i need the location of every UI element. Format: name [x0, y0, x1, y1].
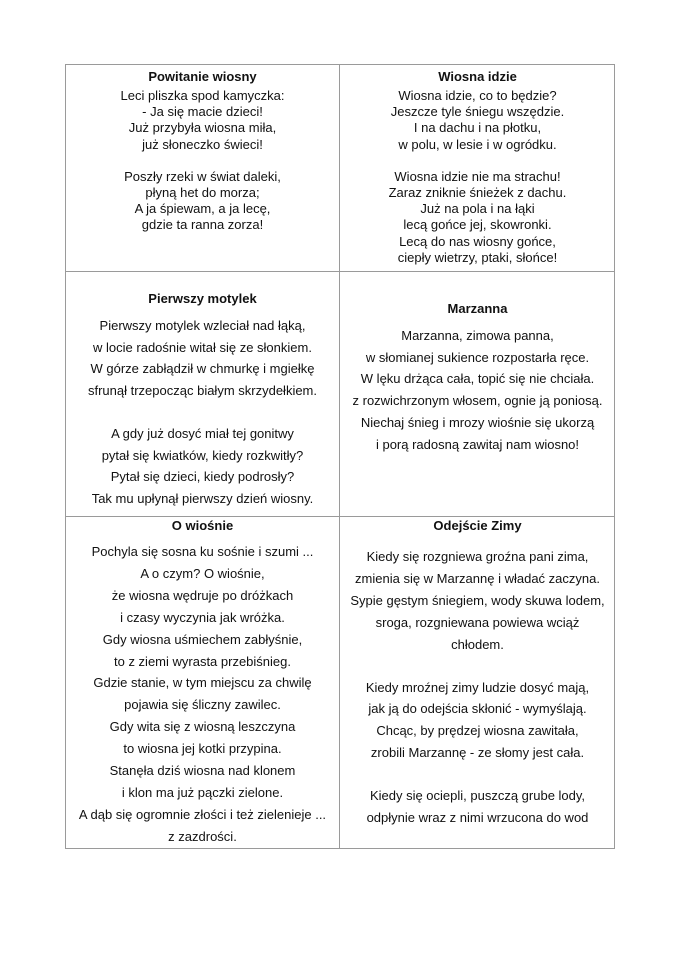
poem-line: Poszły rzeki w świat daleki, — [124, 168, 281, 184]
poem-card — [340, 272, 615, 517]
poem-line: Leci pliszka spod kamyczka: — [120, 88, 285, 103]
poem-card — [340, 65, 615, 272]
poem-line: A gdy już dosyć miał tej gonitwy — [111, 425, 294, 441]
poem-title: Odejście Zimy — [433, 518, 522, 533]
poem-line: - Ja się macie dzieci! — [142, 104, 263, 120]
poem-line: Gdzie stanie, w tym miejscu za chwilę — [93, 675, 312, 691]
poem-line: Niechaj śnieg i mrozy wiośnie się ukorzą — [360, 414, 595, 430]
poem-card — [66, 517, 340, 848]
poem-title: Pierwszy motylek — [148, 291, 257, 306]
poem-stanza — [340, 785, 615, 829]
poem-line: Gdy wita się z wiosną leszczyna — [109, 719, 296, 735]
poem-line: chłodem. — [451, 636, 504, 652]
poem-line: Marzanna, zimowa panna, — [401, 328, 554, 343]
poem-line: z zazdrości. — [168, 828, 237, 844]
poem-line: odpłynie wraz z nimi wrzucona do wod — [366, 810, 589, 826]
poem-line: zmienia się w Marzannę i władać zaczyna. — [355, 570, 600, 586]
poem-line: W górze zabłądził w chmurkę i mgiełkę — [90, 361, 315, 377]
poem-line: Już przybyła wiosna miła, — [128, 120, 277, 136]
poem-line: zrobili Marzannę - ze słomy jest cała. — [370, 745, 585, 761]
poem-line: pytał się kwiatków, kiedy rozkwitły? — [101, 447, 304, 463]
poem-line: Kiedy się rozgniewa groźna pani zima, — [366, 549, 589, 564]
poem-line: jak ją do odejścia skłonić - wymyślają. — [368, 701, 587, 717]
poem-title: Wiosna idzie — [438, 69, 517, 84]
poem-line: płyną het do morza; — [145, 185, 260, 201]
poem-line: Stanęła dziś wiosna nad klonem — [109, 763, 296, 779]
poem-line: W lęku drżąca cała, topić się nie chciała. — [360, 371, 595, 387]
poem-line: i czasy wyczynia jak wróżka. — [120, 609, 285, 625]
poem-line: i porą radosną zawitaj nam wiosno! — [375, 436, 580, 452]
poem-line: już słoneczko świeci! — [142, 136, 263, 152]
poem-stanza — [340, 169, 615, 266]
poem-line: Chcąc, by prędzej wiosna zawitała, — [376, 723, 579, 739]
poem-line: z rozwichrzonym włosem, ognie ją poniosą. — [352, 393, 603, 409]
poem-line: Pytał się dzieci, kiedy podrosły? — [110, 469, 295, 485]
poem-title: O wiośnie — [171, 518, 234, 533]
poem-stanza — [66, 423, 339, 510]
poem-line: to z ziemi wyrasta przebiśnieg. — [113, 653, 291, 669]
poem-title: Marzanna — [447, 301, 508, 316]
poem-line: w słomianej sukience rozpostarła ręce. — [365, 349, 590, 365]
poem-line: Kiedy się ociepli, puszczą grube lody, — [369, 788, 586, 804]
poem-line: Kiedy mroźnej zimy ludzie dosyć mają, — [365, 679, 590, 695]
poem-line: że wiosna wędruje po dróżkach — [111, 587, 294, 603]
poem-line: Wiosna idzie, co to będzie? — [398, 88, 557, 103]
poem-line: Pierwszy motylek wzleciał nad łąką, — [99, 318, 306, 333]
poem-line: A dąb się ogromnie złości i też zielenieje ... — [78, 806, 327, 822]
poem-line: A o czym? O wiośnie, — [140, 565, 265, 581]
poem-line: Lecą do nas wiosny gońce, — [399, 233, 556, 249]
poem-line: Gdy wiosna uśmiechem zabłyśnie, — [102, 631, 303, 647]
poem-stanza — [340, 677, 615, 765]
poem-grid — [65, 64, 615, 849]
poem-line: lecą gońce jej, skowronki. — [403, 217, 552, 233]
poem-line: I na dachu i na płotku, — [413, 120, 542, 136]
poem-card — [66, 272, 340, 517]
poem-line: ciepły wietrzy, ptaki, słońce! — [397, 249, 558, 265]
poem-stanza — [340, 88, 615, 153]
poem-stanza — [66, 88, 339, 153]
poem-line: Już na pola i na łąki — [420, 201, 535, 217]
poem-line: Zaraz zniknie śnieżek z dachu. — [388, 185, 567, 201]
poem-line: sfrunął trzepocząc białym skrzydełkiem. — [87, 383, 318, 399]
poem-line: gdzie ta ranna zorza! — [141, 217, 264, 233]
poem-line: sroga, rozgniewana powiewa wciąż — [375, 614, 580, 630]
poem-card — [340, 517, 615, 848]
poem-stanza — [66, 169, 339, 234]
poem-title: Powitanie wiosny — [148, 69, 257, 84]
poem-line: Jeszcze tyle śniegu wszędzie. — [390, 104, 565, 120]
poem-stanza — [340, 546, 615, 656]
poem-line: Wiosna idzie nie ma strachu! — [394, 168, 561, 184]
poem-line: A ja śpiewam, a ja lecę, — [134, 201, 271, 217]
poem-line: i klon ma już pączki zielone. — [121, 784, 284, 800]
poem-line: w locie radośnie witał się ze słonkiem. — [93, 339, 312, 355]
poem-card — [66, 65, 340, 272]
poem-line: to wiosna jej kotki przypina. — [123, 741, 282, 757]
poem-line: Pochyla się sosna ku sośnie i szumi ... — [91, 544, 314, 559]
poem-stanza — [66, 315, 339, 402]
poem-stanza — [340, 325, 615, 455]
poem-line: pojawia się śliczny zawilec. — [124, 697, 281, 713]
poem-stanza — [66, 541, 339, 848]
poem-line: Tak mu upłynął pierwszy dzień wiosny. — [91, 490, 314, 506]
poem-line: Sypie gęstym śniegiem, wody skuwa lodem, — [350, 592, 605, 608]
poem-line: w polu, w lesie i w ogródku. — [398, 136, 557, 152]
